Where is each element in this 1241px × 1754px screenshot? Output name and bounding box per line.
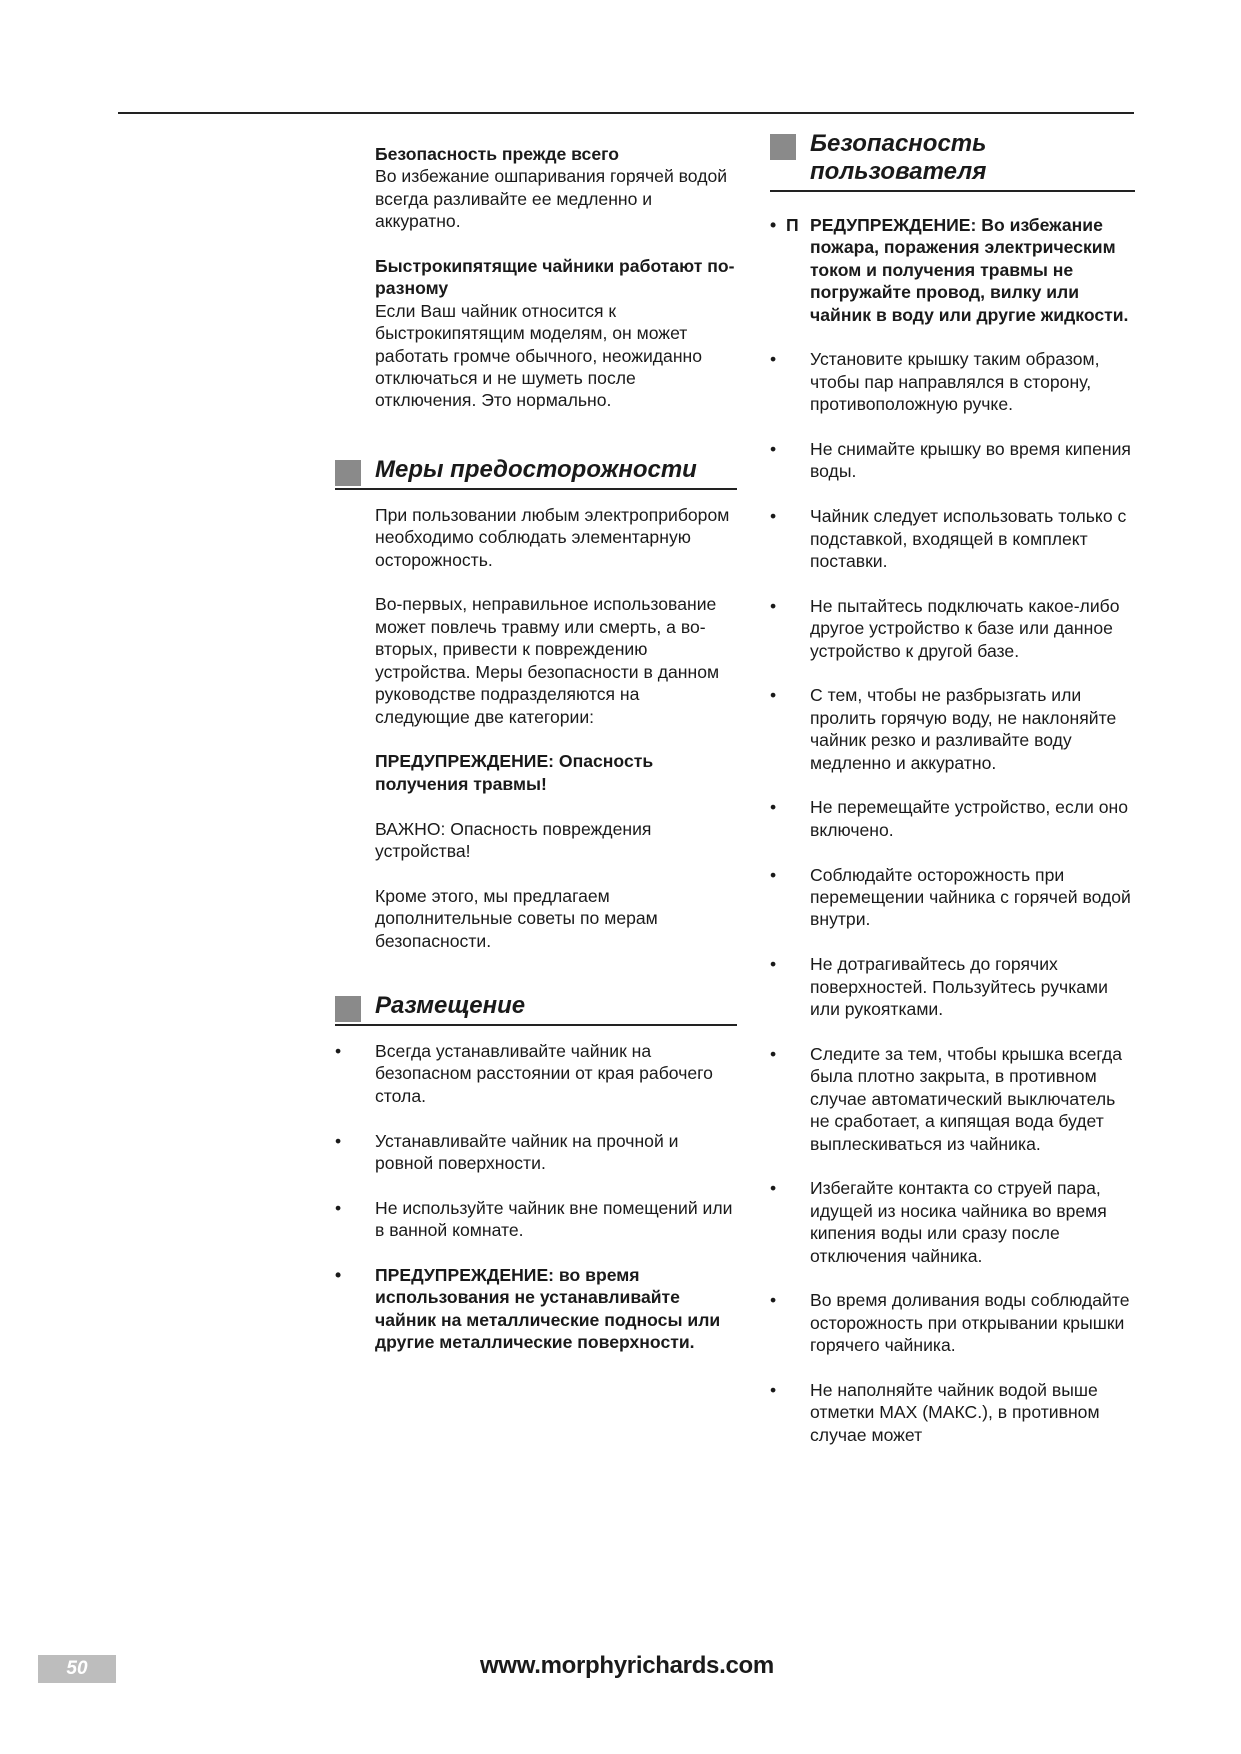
bullet-icon: • <box>770 1043 777 1064</box>
section-square-icon <box>335 996 361 1022</box>
precautions-warning: ПРЕДУПРЕЖДЕНИЕ: Опасность получения травмы! <box>375 751 654 794</box>
bullet-icon: • <box>770 595 777 616</box>
bullet-icon: • <box>770 506 777 527</box>
bullet-icon: • <box>335 1040 342 1061</box>
list-item: • Во время доливания воды соблюдайте осторожность при открывании крышки горячего чайника. <box>770 1290 1130 1356</box>
bullet-icon: • <box>770 349 777 370</box>
list-item: • Следите за тем, чтобы крышка всегда была плотно закрыта, в противном случае автоматический выключатель не сработает, а кипящая вода будет выплескиваться из чайника. <box>770 1043 1123 1154</box>
bullet-icon: • <box>770 1379 777 1400</box>
bullet-icon: • <box>335 1130 342 1151</box>
section-square-icon <box>770 134 796 160</box>
bullet-icon: • <box>770 215 777 235</box>
website-url: www.morphyrichards.com <box>480 1652 774 1679</box>
list-item: • Не снимайте крышку во время кипения воды. <box>770 439 1131 482</box>
right-column <box>770 130 1135 1469</box>
bullet-icon: • <box>770 439 777 460</box>
bullet-icon: • <box>770 797 777 818</box>
list-item: • Избегайте контакта со струей пара, идущей из носика чайника во время кипения воды или сразу после отключения чайника. <box>770 1178 1107 1266</box>
list-item: • Соблюдайте осторожность при перемещении чайника с горячей водой внутри. <box>770 864 1131 930</box>
bullet-icon: • <box>770 1178 777 1199</box>
precautions-important: ВАЖНО: Опасность повреждения устройства! <box>375 818 652 861</box>
user-safety-section-header <box>770 130 1135 192</box>
bullet-icon: • <box>770 864 777 885</box>
page-number: 50 <box>38 1655 116 1683</box>
list-item: • С тем, чтобы не разбрызгать или пролить горячую воду, не наклоняйте чайник резко и разливайте воду медленно и аккуратно. <box>770 685 1117 773</box>
warning-prefix: П <box>786 215 799 235</box>
fast-boil-title: Быстрокипятящие чайники работают по-разному <box>375 256 735 299</box>
section-square-icon <box>335 460 361 486</box>
bullet-icon: • <box>770 954 777 975</box>
list-item: • Установите крышку таким образом, чтобы пар направлялся в сторону, противоположную ручке. <box>770 349 1100 415</box>
list-item: • Не перемещайте устройство, если оно включено. <box>770 797 1129 840</box>
bullet-icon: • <box>770 685 777 706</box>
placement-section-header <box>335 992 737 1026</box>
precautions-section-header <box>335 456 737 490</box>
precautions-categories: Во-первых, неправильное использование может повлечь травму или смерть, а во-вторых, привести к повреждению устройства. Меры безопасности в данном руководстве подразделяются на следующие две категории: <box>375 594 720 727</box>
left-column <box>335 143 737 1376</box>
user-safety-heading: Безопасность пользователя <box>810 130 987 185</box>
safety-first-title: Безопасность прежде всего <box>375 144 619 164</box>
precautions-intro: При пользовании любым электроприбором необходимо соблюдать элементарную осторожность. <box>375 504 730 570</box>
precautions-extra: Кроме этого, мы предлагаем дополнительные советы по мерам безопасности. <box>375 885 658 951</box>
list-item: • Устанавливайте чайник на прочной и ровной поверхности. <box>335 1130 679 1173</box>
bullet-icon: • <box>335 1197 342 1218</box>
bullet-icon: • <box>770 1290 777 1311</box>
list-item: • Не наполняйте чайник водой выше отметки MAX (МАКС.), в противном случае может <box>770 1379 1100 1445</box>
list-item: • Всегда устанавливайте чайник на безопасном расстоянии от края рабочего стола. <box>335 1040 713 1106</box>
list-item: • Не дотрагивайтесь до горячих поверхностей. Пользуйтесь ручками или рукоятками. <box>770 954 1108 1020</box>
precautions-heading: Меры предосторожности <box>375 455 697 483</box>
list-item: • Не используйте чайник вне помещений или в ванной комнате. <box>335 1197 733 1241</box>
user-safety-warning: • П РЕДУПРЕЖДЕНИЕ: Во избежание пожара, поражения электрическим током и получения травмы не погружайте провод, вилку или чайник в воду или другие жидкости. <box>770 215 1129 325</box>
placement-warning: • ПРЕДУПРЕЖДЕНИЕ: во время использования не устанавливайте чайник на металлические подносы или другие металлические поверхности. <box>335 1264 721 1353</box>
placement-heading: Размещение <box>375 991 526 1019</box>
list-item: • Не пытайтесь подключать какое-либо другое устройство к базе или данное устройство к другой базе. <box>770 595 1120 661</box>
list-item: • Чайник следует использовать только с подставкой, входящей в комплект поставки. <box>770 506 1127 572</box>
top-rule <box>118 112 1134 114</box>
fast-boil-body: Если Ваш чайник относится к быстрокипятящим моделям, он может работать громче обычного, неожиданно отключаться и не шуметь после отключения. Это нормально. <box>375 300 703 411</box>
bullet-icon: • <box>335 1264 342 1285</box>
safety-first-body: Во избежание ошпаривания горячей водой всегда разливайте ее медленно и аккуратно. <box>375 166 728 232</box>
